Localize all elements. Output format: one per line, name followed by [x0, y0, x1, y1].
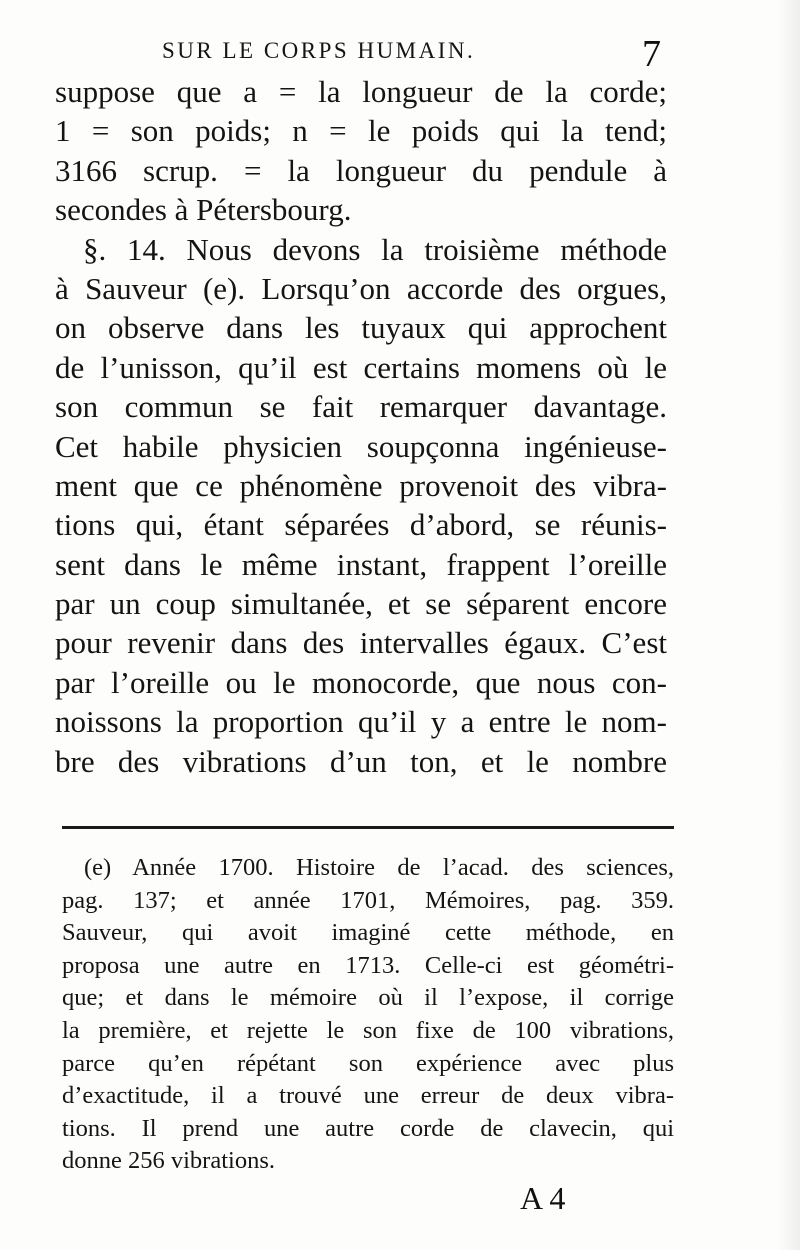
text-line: tions qui, étant séparées d’abord, se réunis-	[55, 507, 667, 543]
footnote-line: Sauveur, qui avoit imaginé cette méthode, en	[62, 919, 674, 947]
footnote-line: pag. 137; et année 1701, Mémoires, pag. 359.	[62, 886, 674, 914]
text-line: par l’oreille ou le monocorde, que nous con-	[55, 664, 667, 700]
running-head: SUR LE CORPS HUMAIN.	[162, 38, 476, 63]
text-line: par un coup simultanée, et se séparent encore	[55, 586, 667, 622]
text-line: §. 14. Nous devons la troisième méthode	[83, 231, 667, 267]
text-line: pour revenir dans des intervalles égaux. C’est	[55, 625, 667, 661]
footnote-line: proposa une autre en 1713. Celle-ci est géométri-	[62, 951, 674, 979]
text-line: suppose que a = la longueur de la corde;	[55, 74, 667, 109]
text-line: sent dans le même instant, frappent l’oreille	[55, 546, 667, 582]
footnote-line: donne 256 vibrations.	[62, 1147, 275, 1175]
footnote-line: parce qu’en répétant son expérience avec plus	[62, 1049, 674, 1077]
footnote-line: la première, et rejette le son fixe de 100 vibrations,	[62, 1016, 674, 1044]
text-line: bre des vibrations d’un ton, et le nombre	[55, 743, 667, 779]
footnote	[62, 852, 674, 1178]
body-text	[55, 72, 667, 781]
text-line: son commun se fait remarquer davantage.	[55, 389, 667, 425]
footnote-line: que; et dans le mémoire où il l’expose, il corrige	[62, 984, 674, 1012]
text-line: secondes à Pétersbourg.	[55, 192, 352, 228]
text-line: 3166 scrup. = la longueur du pendule à	[55, 152, 667, 188]
text-line: à Sauveur (e). Lorsqu’on accorde des orgues,	[55, 270, 667, 306]
page-edge-shadow	[778, 0, 800, 1250]
footnote-rule	[62, 826, 674, 829]
signature-mark: A 4	[520, 1180, 566, 1216]
text-line: de l’unisson, qu’il est certains momens où le	[55, 349, 667, 385]
footnote-line: tions. Il prend une autre corde de clavecin, qui	[62, 1114, 674, 1142]
text-line: noissons la proportion qu’il y a entre le nom-	[55, 704, 667, 740]
footnote-line: (e) Année 1700. Histoire de l’acad. des sciences,	[84, 854, 674, 881]
text-line: on observe dans les tuyaux qui approchent	[55, 310, 667, 346]
footnote-line: d’exactitude, il a trouvé une erreur de deux vibra-	[62, 1082, 674, 1110]
text-line: ment que ce phénomène provenoit des vibra-	[55, 467, 667, 503]
text-line: 1 = son poids; n = le poids qui la tend;	[55, 113, 667, 149]
text-line: Cet habile physicien soupçonna ingénieuse-	[55, 428, 667, 464]
page-number: 7	[642, 33, 661, 75]
